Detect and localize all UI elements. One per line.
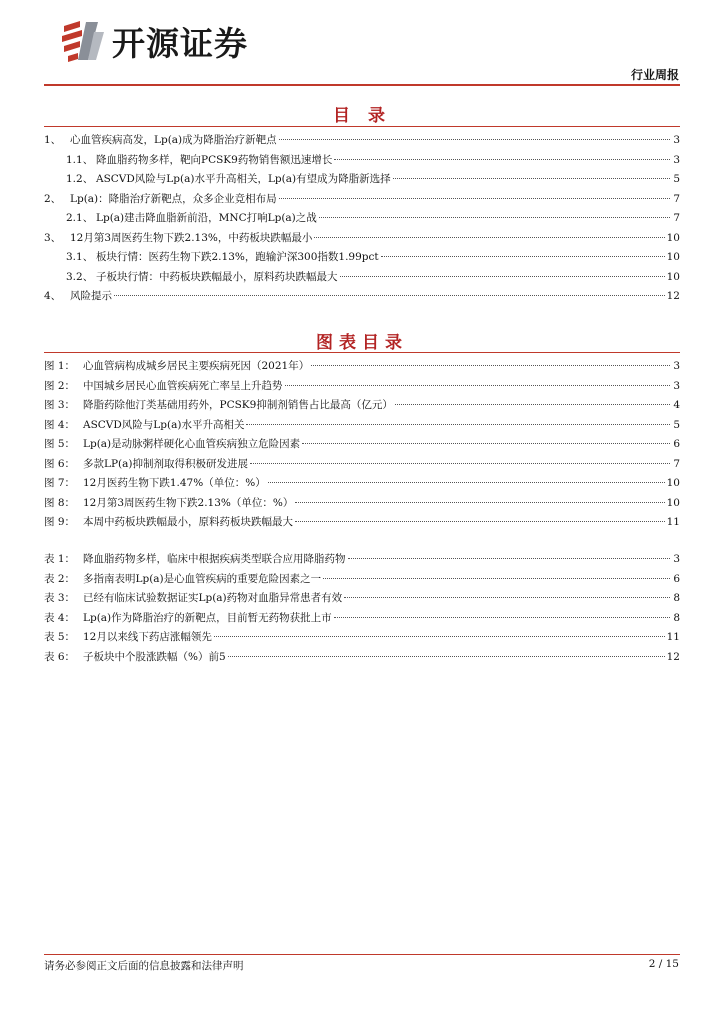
entry-title[interactable]: 中国城乡居民心血管疾病死亡率呈上升趋势: [83, 379, 283, 392]
entry-page-number[interactable]: 3: [673, 153, 680, 166]
toc-title: 目 录: [333, 106, 391, 126]
toc-entry[interactable]: [44, 455, 680, 475]
entry-number: 3.2、: [66, 270, 94, 283]
entry-page-number[interactable]: 3: [673, 134, 680, 146]
figure-list: [44, 357, 680, 533]
entry-number: 1、: [44, 134, 62, 146]
dot-leader: [250, 463, 670, 464]
toc-entry[interactable]: [44, 416, 680, 436]
entry-number: 表 4：: [44, 611, 76, 624]
entry-page-number[interactable]: 5: [673, 418, 680, 431]
toc-entry[interactable]: [44, 151, 680, 171]
footer-disclaimer: 请务必参阅正文后面的信息披露和法律声明: [44, 960, 244, 972]
entry-number: 图 1：: [44, 360, 76, 372]
entry-number: 1.1、: [66, 153, 94, 166]
entry-page-number[interactable]: 3: [673, 553, 680, 565]
entry-title[interactable]: 子板块中个股涨跌幅（%）前5: [83, 650, 226, 663]
page-indicator: 2 / 15: [648, 958, 679, 970]
toc-entry[interactable]: [44, 648, 680, 668]
toc-entry[interactable]: [44, 229, 680, 249]
entry-number: 图 3：: [44, 399, 76, 411]
entry-number: 图 7：: [44, 477, 76, 489]
toc-entry[interactable]: [44, 396, 680, 416]
dot-leader: [340, 276, 665, 277]
entry-title[interactable]: 风险提示: [70, 290, 112, 302]
toc-title-rule: [44, 126, 680, 127]
entry-page-number[interactable]: 10: [666, 231, 680, 244]
dot-leader: [268, 482, 665, 483]
entry-title[interactable]: 多指南表明Lp(a)是心血管疾病的重要危险因素之一: [83, 572, 322, 585]
dot-leader: [334, 159, 670, 160]
entry-number: 表 5：: [44, 631, 76, 643]
dot-leader: [381, 256, 665, 257]
entry-page-number[interactable]: 3: [673, 360, 680, 372]
entry-number: 图 6：: [44, 457, 76, 470]
toc-entry[interactable]: [44, 570, 680, 590]
entry-title[interactable]: Lp(a)作为降脂治疗的新靶点，目前暂无药物获批上市: [83, 611, 332, 624]
entry-title[interactable]: 多款LP(a)抑制剂取得积极研发进展: [83, 457, 248, 470]
entry-number: 表 2：: [44, 572, 76, 585]
dot-leader: [344, 597, 670, 598]
report-type-label: 行业周报: [630, 68, 679, 82]
entry-page-number[interactable]: 3: [673, 379, 680, 392]
dot-leader: [302, 443, 670, 444]
entry-page-number[interactable]: 7: [673, 192, 680, 205]
dot-leader: [295, 502, 664, 503]
dot-leader: [393, 178, 670, 179]
entry-page-number[interactable]: 7: [673, 212, 680, 224]
entry-page-number[interactable]: 4: [673, 399, 680, 411]
entry-title[interactable]: ASCVD风险与Lp(a)水平升高相关，Lp(a)有望成为降脂新选择: [96, 173, 391, 185]
table-list: [44, 550, 680, 667]
toc-entry[interactable]: [44, 377, 680, 397]
entry-title[interactable]: 子板块行情：中药板块跌幅最小，原料药块跌幅最大: [96, 270, 338, 283]
entry-title[interactable]: Lp(a)：降脂治疗新靶点，众多企业竞相布局: [70, 192, 277, 205]
toc-entry[interactable]: [44, 474, 680, 494]
dot-leader: [323, 578, 670, 579]
toc-entry[interactable]: [44, 550, 680, 570]
entry-title[interactable]: 12月医药生物下跌1.47%（单位：%）: [83, 477, 266, 489]
entry-page-number[interactable]: 8: [673, 611, 680, 624]
toc-entry[interactable]: [44, 494, 680, 514]
entry-number: 图 2：: [44, 379, 76, 392]
dot-leader: [348, 558, 671, 559]
entry-number: 图 5：: [44, 438, 76, 450]
entry-title[interactable]: 12月第3周医药生物下跌2.13%（单位：%）: [83, 496, 294, 509]
entry-title[interactable]: ASCVD风险与Lp(a)水平升高相关: [83, 418, 245, 431]
dot-leader: [295, 521, 665, 522]
toc-entry[interactable]: [44, 357, 680, 377]
footer-divider: [44, 954, 680, 955]
toc-entry[interactable]: [44, 513, 680, 533]
toc-entry[interactable]: [44, 268, 680, 288]
entry-title[interactable]: 12月第3周医药生物下跌2.13%，中药板块跌幅最小: [70, 231, 313, 244]
figures-title: 图表目录: [316, 333, 408, 353]
header-divider: [44, 84, 680, 86]
entry-title[interactable]: 心血管病构成城乡居民主要疾病死因（2021年）: [83, 360, 310, 372]
entry-number: 4、: [44, 290, 62, 302]
dot-leader: [334, 617, 670, 618]
toc-entry[interactable]: [44, 209, 680, 229]
dot-leader: [246, 424, 670, 425]
toc-entry[interactable]: [44, 190, 680, 210]
entry-number: 图 9：: [44, 516, 76, 528]
dot-leader: [279, 198, 670, 199]
dot-leader: [395, 404, 670, 405]
dot-leader: [319, 217, 670, 218]
brand-logo: [58, 18, 248, 64]
entry-number: 3、: [44, 231, 62, 244]
kaiyuan-logo-icon: [58, 18, 106, 64]
dot-leader: [314, 237, 664, 238]
entry-number: 表 6：: [44, 650, 76, 663]
entry-number: 表 1：: [44, 553, 76, 565]
entry-page-number[interactable]: 10: [666, 270, 680, 283]
toc-list: [44, 131, 680, 307]
entry-number: 表 3：: [44, 592, 76, 604]
entry-number: 3.1、: [66, 251, 94, 263]
entry-title[interactable]: 心血管疾病高发，Lp(a)成为降脂治疗新靶点: [70, 134, 277, 146]
entry-title[interactable]: 板块行情：医药生物下跌2.13%，跑输沪深300指数1.99pct: [96, 251, 379, 263]
entry-title[interactable]: 已经有临床试验数据证实Lp(a)药物对血脂异常患者有效: [83, 592, 343, 604]
entry-page-number[interactable]: 12: [666, 650, 680, 663]
entry-page-number[interactable]: 12: [666, 290, 680, 302]
toc-entry[interactable]: [44, 609, 680, 629]
entry-number: 1.2、: [66, 173, 94, 185]
entry-number: 2.1、: [66, 212, 94, 224]
toc-entry[interactable]: [44, 170, 680, 190]
entry-title[interactable]: Lp(a)是动脉粥样硬化心血管疾病独立危险因素: [83, 438, 301, 450]
entry-page-number[interactable]: 10: [666, 251, 680, 263]
entry-page-number[interactable]: 11: [666, 516, 680, 528]
entry-page-number[interactable]: 10: [666, 496, 680, 509]
entry-page-number[interactable]: 11: [666, 631, 680, 643]
dot-leader: [279, 139, 670, 140]
entry-page-number[interactable]: 6: [673, 572, 680, 585]
toc-entry[interactable]: [44, 589, 680, 609]
toc-entry[interactable]: [44, 287, 680, 307]
entry-number: 图 4：: [44, 418, 76, 431]
toc-entry[interactable]: [44, 628, 680, 648]
toc-entry[interactable]: [44, 131, 680, 151]
entry-title[interactable]: 降血脂药物多样，靶向PCSK9药物销售额迅速增长: [96, 153, 333, 166]
entry-page-number[interactable]: 7: [673, 457, 680, 470]
entry-number: 2、: [44, 192, 62, 205]
entry-title[interactable]: 降脂药除他汀类基础用药外，PCSK9抑制剂销售占比最高（亿元）: [83, 399, 393, 411]
dot-leader: [285, 385, 671, 386]
entry-title[interactable]: 本周中药板块跌幅最小，原料药板块跌幅最大: [83, 516, 293, 528]
dot-leader: [311, 365, 670, 366]
entry-title[interactable]: 12月以来线下药店涨幅领先: [83, 631, 212, 643]
entry-number: 图 8：: [44, 496, 76, 509]
brand-name: 开源证券: [112, 23, 248, 63]
entry-page-number[interactable]: 6: [673, 438, 680, 450]
toc-entry[interactable]: [44, 435, 680, 455]
entry-page-number[interactable]: 5: [673, 173, 680, 185]
dot-leader: [228, 656, 665, 657]
dot-leader: [214, 636, 665, 637]
toc-entry[interactable]: [44, 248, 680, 268]
entry-title[interactable]: Lp(a)建击降血脂新前沿，MNC打响Lp(a)之战: [96, 212, 317, 224]
entry-title[interactable]: 降血脂药物多样，临床中根据疾病类型联合应用降脂药物: [83, 553, 346, 565]
entry-page-number[interactable]: 8: [673, 592, 680, 604]
figures-title-rule: [44, 352, 680, 353]
dot-leader: [114, 295, 665, 296]
entry-page-number[interactable]: 10: [666, 477, 680, 489]
